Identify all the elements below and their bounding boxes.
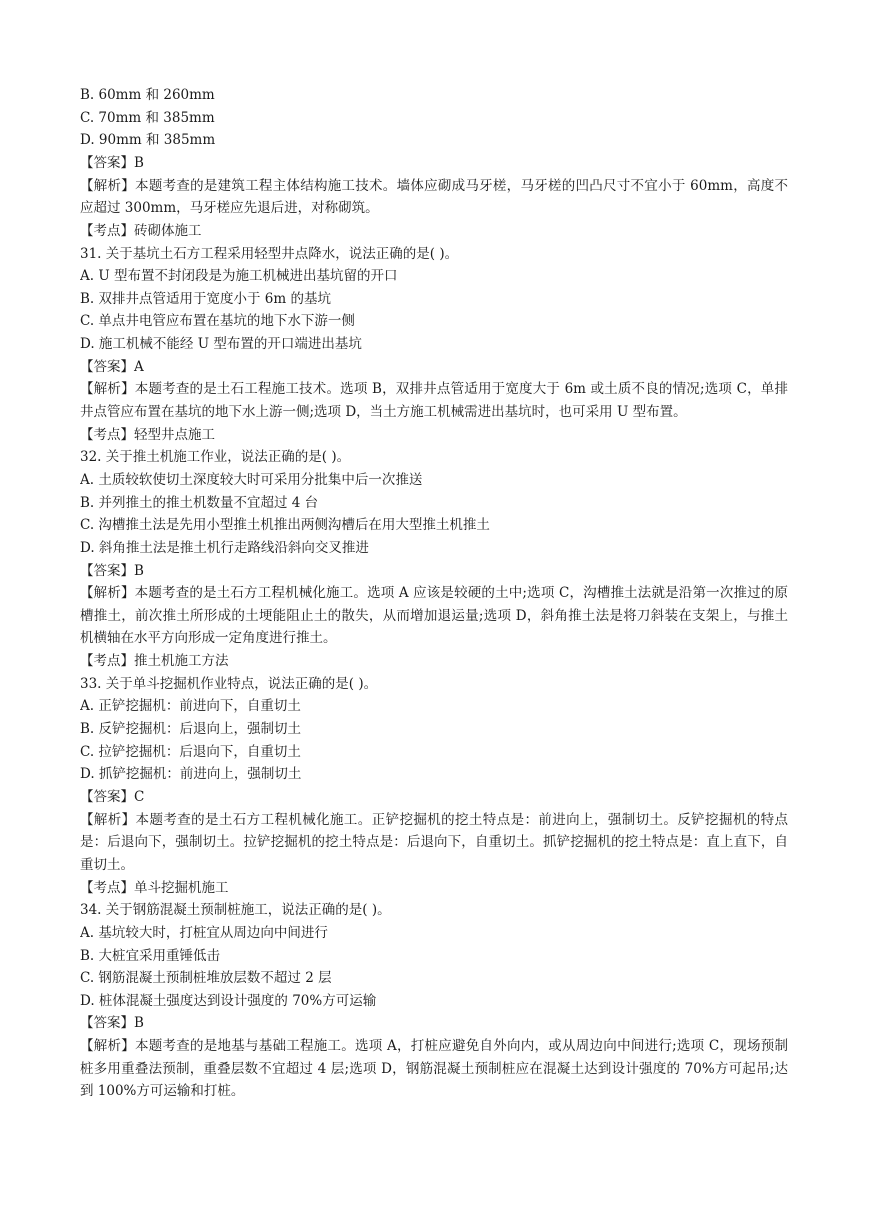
document-page bbox=[80, 84, 788, 1103]
option-line: A. 基坑较大时，打桩宜从周边向中间进行 bbox=[80, 924, 328, 941]
option-line: D. 施工机械不能经 U 型布置的开口端进出基坑 bbox=[80, 336, 362, 353]
option-line: D. 抓铲挖掘机：前进向上，强制切土 bbox=[80, 766, 302, 783]
question-stem: 32. 关于推土机施工作业，说法正确的是( )。 bbox=[80, 449, 351, 466]
option-line: D. 斜角推土法是推土机行走路线沿斜向交叉推进 bbox=[80, 539, 369, 556]
option-line: B. 60mm 和 260mm bbox=[80, 87, 215, 103]
option-line: B. 反铲挖掘机：后退向上，强制切土 bbox=[80, 721, 302, 738]
option-line: D. 90mm 和 385mm bbox=[80, 132, 216, 149]
answer-line: 【答案】C bbox=[80, 788, 145, 805]
point-line: 【考点】推土机施工方法 bbox=[80, 653, 229, 670]
option-line: C. 钢筋混凝土预制桩堆放层数不超过 2 层 bbox=[80, 970, 332, 987]
option-line: A. 正铲挖掘机：前进向下，自重切土 bbox=[80, 698, 301, 715]
option-line: B. 双排井点管适用于宽度小于 6m 的基坑 bbox=[80, 290, 331, 307]
question-stem: 31. 关于基坑土石方工程采用轻型井点降水，说法正确的是( )。 bbox=[80, 245, 459, 262]
option-line: C. 70mm 和 385mm bbox=[80, 109, 215, 126]
option-line: A. U 型布置不封闭段是为施工机械进出基坑留的开口 bbox=[80, 268, 398, 285]
point-line: 【考点】单斗挖掘机施工 bbox=[80, 879, 229, 896]
option-line: C. 拉铲挖掘机：后退向下，自重切土 bbox=[80, 743, 301, 760]
option-line: D. 桩体混凝土强度达到设计强度的 70%方可运输 bbox=[80, 992, 377, 1009]
analysis-paragraph: 【解析】本题考查的是土石方工程机械化施工。正铲挖掘机的挖土特点是：前进向上，强制切土。反铲挖掘机的特点是：后退向下，强制切土。拉铲挖掘机的挖土特点是：后退向下，自重切土。抓铲挖掘机的挖土特点是：直上直下，自重切土。 bbox=[80, 811, 788, 873]
answer-line: 【答案】B bbox=[80, 154, 144, 171]
point-line: 【考点】轻型井点施工 bbox=[80, 426, 215, 443]
analysis-paragraph: 【解析】本题考查的是土石方工程机械化施工。选项 A 应该是较硬的土中;选项 C，沟槽推土法就是沿第一次推过的原槽推土，前次推土所形成的土埂能阻止土的散失，从而增加退运量;选项 D，斜角推土法是将刀斜装在支架上，与推土机横轴在水平方向形成一定角度进行推土。 bbox=[80, 585, 788, 647]
analysis-paragraph: 【解析】本题考查的是建筑工程主体结构施工技术。墙体应砌成马牙槎，马牙槎的凹凸尺寸不宜小于 60mm，高度不应超过 300mm，马牙槎应先退后进，对称砌筑。 bbox=[80, 177, 788, 217]
option-line: C. 沟槽推土法是先用小型推土机推出两侧沟槽后在用大型推土机推土 bbox=[80, 517, 490, 534]
analysis-paragraph: 【解析】本题考查的是地基与基础工程施工。选项 A，打桩应避免自外向内，或从周边向中间进行;选项 C，现场预制桩多用重叠法预制，重叠层数不宜超过 4 层;选项 D，钢筋混凝土预制桩应在混凝土达到设计强度的 70%方可起吊;达到 100%方可运输和打桩。 bbox=[80, 1038, 788, 1100]
question-stem: 33. 关于单斗挖掘机作业特点，说法正确的是( )。 bbox=[80, 675, 378, 692]
answer-line: 【答案】B bbox=[80, 1015, 144, 1032]
answer-line: 【答案】A bbox=[80, 358, 144, 375]
answer-line: 【答案】B bbox=[80, 562, 144, 579]
option-line: A. 土质较软使切土深度较大时可采用分批集中后一次推送 bbox=[80, 471, 423, 488]
option-line: B. 大桩宜采用重锤低击 bbox=[80, 947, 221, 964]
question-stem: 34. 关于钢筋混凝土预制桩施工，说法正确的是( )。 bbox=[80, 902, 391, 919]
option-line: C. 单点井电管应布置在基坑的地下水下游一侧 bbox=[80, 313, 355, 330]
point-line: 【考点】砖砌体施工 bbox=[80, 222, 202, 239]
analysis-paragraph: 【解析】本题考查的是土石工程施工技术。选项 B，双排井点管适用于宽度大于 6m 或土质不良的情况;选项 C，单排井点管应布置在基坑的地下水上游一侧;选项 D，当土方施工机械需进出基坑时，也可采用 U 型布置。 bbox=[80, 381, 788, 421]
option-line: B. 并列推土的推土机数量不宜超过 4 台 bbox=[80, 494, 319, 511]
